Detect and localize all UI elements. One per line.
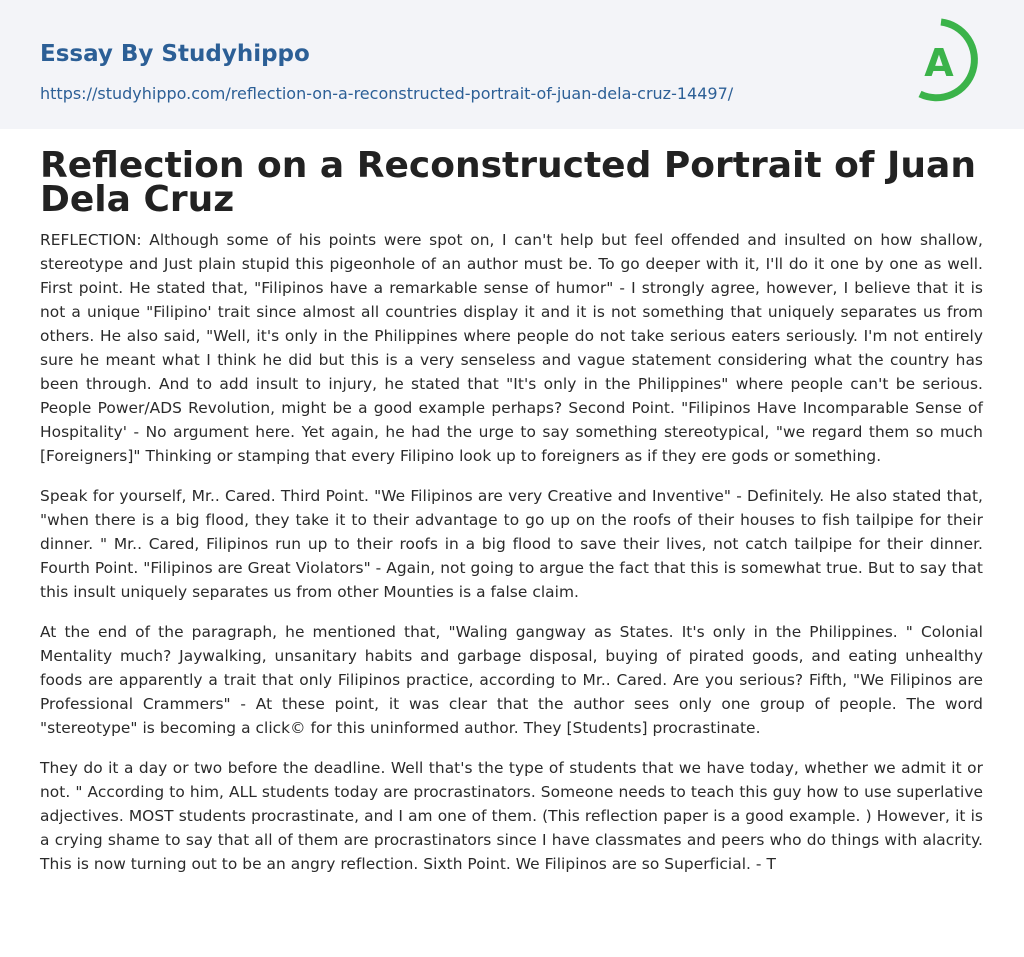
logo-letter: A xyxy=(924,41,954,85)
essay-paragraph: They do it a day or two before the deadline. Well that's the type of students that we have today, whether we admit it or not. " According to him, ALL students today are procrastinators. Someone needs to teach this guy how to use superlative adjectives. MOST students procrastinate, and I am one of them. (This reflection paper is a good example. ) However, it is a crying shame to say that all of them are procrastinators since I have classmates and peers who do things with alacrity. This is now turning out to be an angry reflection. Sixth Point. We Filipinos are so Superficial. - T xyxy=(40,759,983,873)
essay-body xyxy=(40,228,983,892)
site-brand[interactable]: Essay By Studyhippo xyxy=(40,41,310,67)
site-header xyxy=(0,0,1024,129)
essay-paragraph: Speak for yourself, Mr.. Cared. Third Point. "We Filipinos are very Creative and Inventive" - Definitely. He also stated that, "when there is a big flood, they take it to their advantage to go up on the roofs of their houses to fish tailpipe for their dinner. " Mr.. Cared, Filipinos run up to their roofs in a big flood to save their lives, not catch tailpipe for their dinner. Fourth Point. "Filipinos are Great Violators" - Again, not going to argue the fact that this is somewhat true. But to say that this insult uniquely separates us from other Mounties is a false claim. xyxy=(40,487,983,601)
essay-url-link[interactable]: https://studyhippo.com/reflection-on-a-reconstructed-portrait-of-juan-dela-cruz-14497/ xyxy=(40,84,734,103)
studyhippo-logo-icon[interactable] xyxy=(911,18,987,106)
essay-paragraph: At the end of the paragraph, he mentioned that, "Waling gangway as States. It's only in the Philippines. " Colonial Mentality much? Jaywalking, unsanitary habits and garbage disposal, buying of pirated goods, and eating unhealthy foods are apparently a trait that only Filipinos practice, according to Mr.. Cared. Are you serious? Fifth, "We Filipinos are Professional Crammers" - At these point, it was clear that the author sees only one group of people. The word "stereotype" is becoming a click© for this uninformed author. They [Students] procrastinate. xyxy=(40,623,983,737)
essay-title: Reflection on a Reconstructed Portrait of Juan Dela Cruz xyxy=(40,145,976,220)
essay-paragraph: REFLECTION: Although some of his points were spot on, I can't help but feel offended and insulted on how shallow, stereotype and Just plain stupid this pigeonhole of an author must be. To go deeper with it, I'll do it one by one as well. First point. He stated that, "Filipinos have a remarkable sense of humor" - I strongly agree, however, I believe that it is not a unique "Filipino' trait since almost all countries display it and it is not something that uniquely separates us from others. He also said, "Well, it's only in the Philippines where people do not take serious eaters seriously. I'm not entirely sure he meant what I think he did but this is a very senseless and vague statement considering what the country has been through. And to add insult to injury, he stated that "It's only in the Philippines" where people can't be serious. People Power/ADS Revolution, might be a good example perhaps? Second Point. "Filipinos Have Incomparable Sense of Hospitality' - No argument here. Yet again, he had the urge to say something stereotypical, "we regard them so much [Foreigners]" Thinking or stamping that every Filipino look up to foreigners as if they ere gods or something. xyxy=(40,231,983,465)
